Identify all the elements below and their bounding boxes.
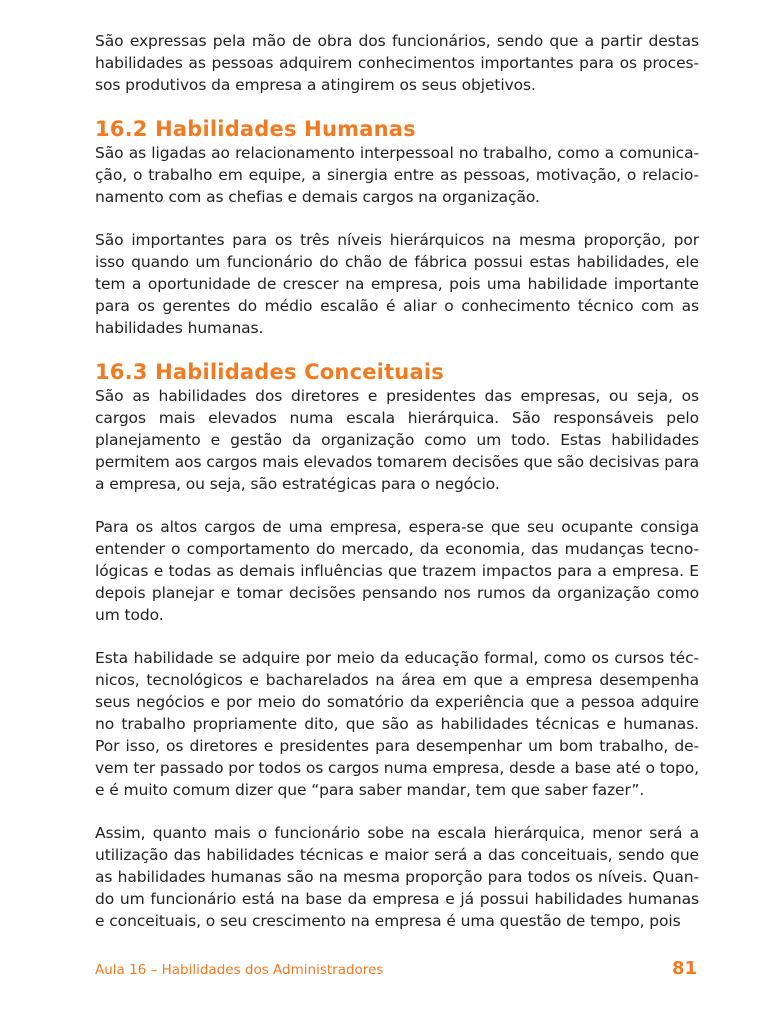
footer-lesson-title: Aula 16 – Habilidades dos Administradores (95, 962, 384, 978)
paragraph-gap (95, 801, 699, 822)
conceituais-paragraph-2: Para os altos cargos de uma empresa, espera-se que seu ocupante consiga entender o comportamento do mercado, da economia, das mudanças tecno-lógicas e todas as demais influências que trazem impactos para a empresa. E depois planejar e tomar decisões pensando nos rumos da organização como um todo. (95, 518, 699, 624)
conceituais-paragraph-3: Esta habilidade se adquire por meio da educação formal, como os cursos téc-nicos, tecnológicos e bacharelados na área em que a empresa desempenha seus negócios e por meio do somatório da experiência que a pessoa adquire no trabalho propriamente dito, que são as habilidades técnicas e humanas. Por isso, os diretores e presidentes para desempenhar um bom trabalho, de-vem ter passado por todos os cargos numa empresa, desde a base até o topo, e é muito comum dizer que “para saber mandar, tem que saber fazer”. (95, 649, 699, 799)
paragraph-gap (95, 208, 699, 229)
intro-paragraph: São expressas pela mão de obra dos funcionários, sendo que a partir destas habilidades as pessoas adquirem conhecimentos importantes para os proces-sos produtivos da empresa a atingirem os seus objetivos. (95, 32, 699, 94)
humanas-paragraph-2: São importantes para os três níveis hierárquicos na mesma proporção, por isso quando um funcionário do chão de fábrica possui estas habilidades, ele tem a oportunidade de crescer na empresa, pois uma habilidade importante para os gerentes do médio escalão é aliar o conhecimento técnico com as habilidades humanas. (95, 231, 699, 337)
page-content (95, 30, 699, 932)
page-number: 81 (671, 958, 697, 979)
paragraph-gap (95, 495, 699, 516)
conceituais-paragraph-4: Assim, quanto mais o funcionário sobe na escala hierárquica, menor será a utilização das habilidades técnicas e maior será a das conceituais, sendo que as habilidades humanas são na mesma proporção para todos os níveis. Quan-do um funcionário está na base da empresa e já possui habilidades humanas e conceituais, o seu crescimento na empresa é uma questão de tempo, pois (95, 824, 699, 930)
section-heading-conceituais: 16.3 Habilidades Conceituais (95, 360, 444, 384)
page-footer (95, 958, 699, 982)
conceituais-paragraph-1: São as habilidades dos diretores e presidentes das empresas, ou seja, os cargos mais elevados numa escala hierárquica. São responsáveis pelo planejamento e gestão da organização como um todo. Estas habilidades permitem aos cargos mais elevados tomarem decisões que são decisivas para a empresa, ou seja, são estratégicas para o negócio. (95, 387, 699, 493)
section-heading-humanas: 16.2 Habilidades Humanas (95, 117, 416, 141)
humanas-paragraph-1: São as ligadas ao relacionamento interpessoal no trabalho, como a comunica-ção, o trabalho em equipe, a sinergia entre as pessoas, motivação, o relacio-namento com as chefias e demais cargos na organização. (95, 144, 699, 206)
paragraph-gap (95, 626, 699, 647)
